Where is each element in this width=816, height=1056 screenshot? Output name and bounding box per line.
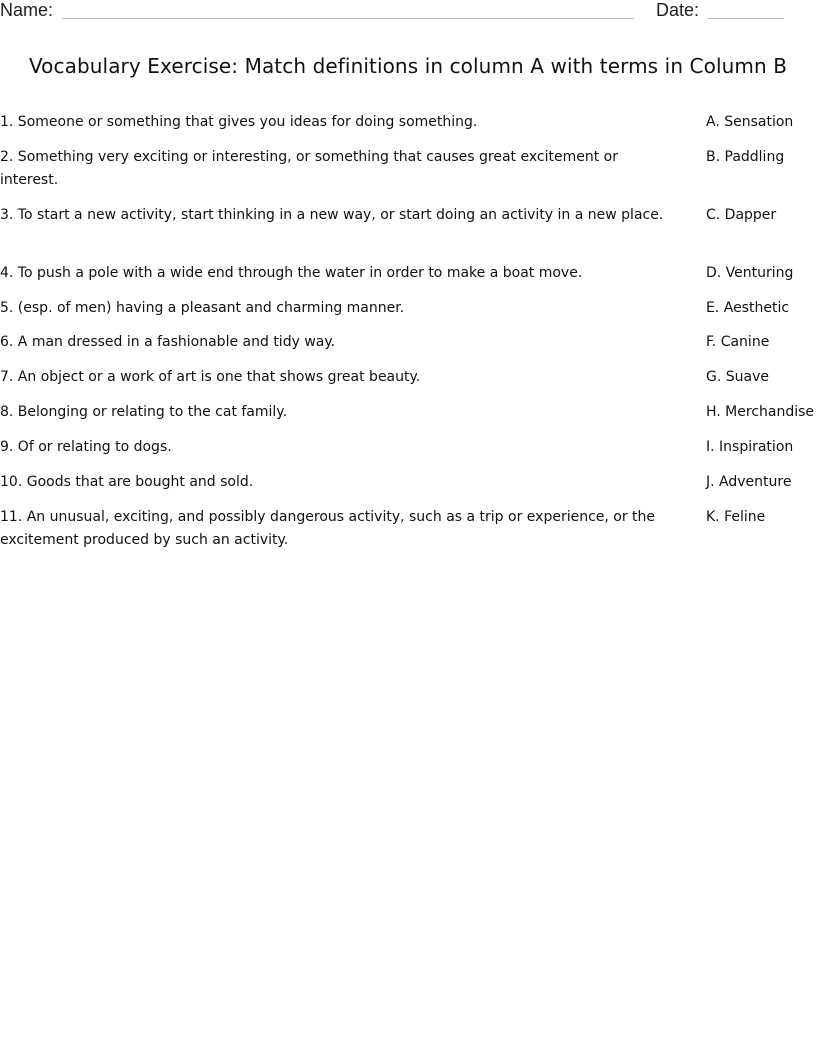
exercise-row-1 xyxy=(0,111,816,146)
exercise-row-3 xyxy=(0,204,816,262)
definition-11: 11. An unusual, exciting, and possibly dangerous activity, such as a trip or experience, or the excitement produced by such an activity. xyxy=(0,509,656,548)
term-i: I. Inspiration xyxy=(706,439,794,455)
exercise-row-11 xyxy=(0,506,816,552)
name-line xyxy=(62,18,634,19)
matching-exercise xyxy=(0,111,816,552)
term-k: K. Feline xyxy=(706,509,766,525)
term-e: E. Aesthetic xyxy=(706,300,790,316)
term-g: G. Suave xyxy=(706,369,769,385)
definition-1: 1. Someone or something that gives you ideas for doing something. xyxy=(0,114,478,130)
exercise-row-9 xyxy=(0,436,816,471)
exercise-row-10 xyxy=(0,471,816,506)
term-h: H. Merchandise xyxy=(706,404,815,420)
term-j: J. Adventure xyxy=(706,474,792,490)
definition-7: 7. An object or a work of art is one that shows great beauty. xyxy=(0,369,421,385)
definition-10: 10. Goods that are bought and sold. xyxy=(0,474,254,490)
term-c: C. Dapper xyxy=(706,207,777,223)
exercise-row-6 xyxy=(0,331,816,366)
term-a: A. Sensation xyxy=(706,114,794,130)
date-label: Date: xyxy=(656,0,700,20)
definition-2: 2. Something very exciting or interesting, or something that causes great excitement or interest. xyxy=(0,149,618,188)
exercise-row-2 xyxy=(0,146,816,204)
definition-3: 3. To start a new activity, start thinking in a new way, or start doing an activity in a new place. xyxy=(0,207,664,223)
definition-4: 4. To push a pole with a wide end through the water in order to make a boat move. xyxy=(0,265,583,281)
term-b: B. Paddling xyxy=(706,149,785,165)
exercise-row-5 xyxy=(0,297,816,331)
exercise-row-4 xyxy=(0,262,816,297)
definition-9: 9. Of or relating to dogs. xyxy=(0,439,172,455)
worksheet-header xyxy=(0,0,816,26)
definition-5: 5. (esp. of men) having a pleasant and charming manner. xyxy=(0,300,405,316)
exercise-row-8 xyxy=(0,401,816,436)
name-label: Name: xyxy=(0,0,54,20)
term-d: D. Venturing xyxy=(706,265,794,281)
page-title: Vocabulary Exercise: Match definitions in column A with terms in Column B xyxy=(28,54,788,78)
term-f: F. Canine xyxy=(706,334,770,350)
exercise-row-7 xyxy=(0,366,816,401)
definition-8: 8. Belonging or relating to the cat family. xyxy=(0,404,288,420)
definition-6: 6. A man dressed in a fashionable and tidy way. xyxy=(0,334,336,350)
date-line xyxy=(708,18,784,19)
